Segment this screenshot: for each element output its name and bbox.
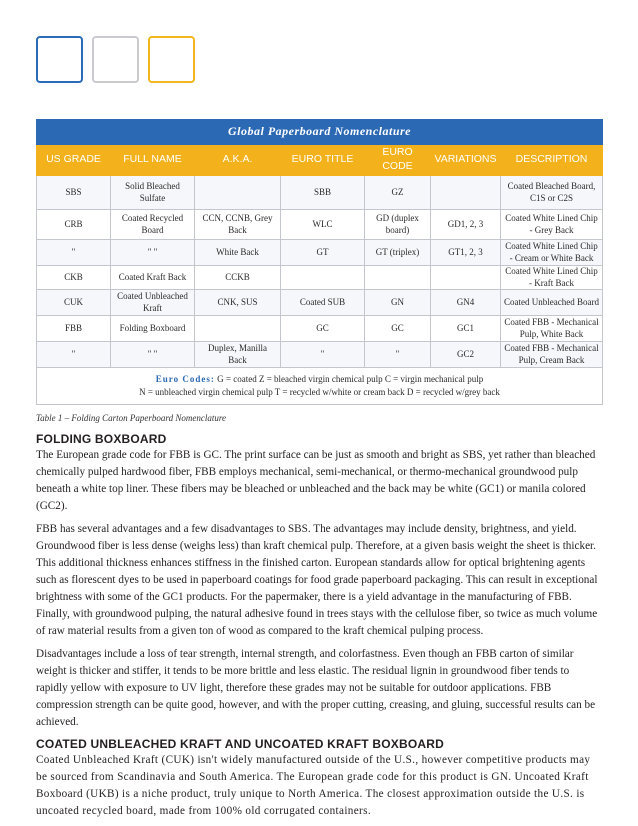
table-cell (195, 316, 281, 342)
table-cell: Coated White Lined Chip - Kraft Back (501, 266, 603, 290)
fbb-paragraph-3: Disadvantages include a loss of tear strength, internal strength, and colorfastness. Even though an FBB carton of similar weight is thicker and stiffer, it tends to be more brittle and less elastic. The residual lignin in groundwood fiber tends to rapidly yellow with exposure to UV light, therefore these grades may not be suitable for outdoor applications. FBB compression strength can be quite good, however, and with the proper cutting, creasing, and gluing, successful results can be achieved. (36, 648, 596, 728)
cuk-paragraph-1: Coated Unbleached Kraft (CUK) isn't widely manufactured outside of the U.S., however competitive products may be sourced from Scandinavia and South America. The European grade code for this product is GN. Uncoated Kraft Boxboard (UKB) is a niche product, truly unique to North America. The closest approximation outside the U.S. is uncoated recycled board, made from 100% old corrugated containers. (36, 754, 591, 817)
table-cell: SBS (37, 176, 111, 210)
table-cell: WLC (281, 210, 365, 240)
table-cell: " (281, 342, 365, 368)
table-cell: GC (281, 316, 365, 342)
table-cell: GC1 (431, 316, 501, 342)
table-cell: CCKB (195, 266, 281, 290)
table-cell: Coated FBB - Mechanical Pulp, White Back (501, 316, 603, 342)
table-cell: Coated SUB (281, 290, 365, 316)
table-row (37, 240, 603, 266)
euro-codes-line-1: G = coated Z = bleached virgin chemical pulp C = virgin mechanical pulp (217, 373, 484, 384)
table-cell: FBB (37, 316, 111, 342)
table-cell (431, 266, 501, 290)
blue-square-icon (36, 36, 83, 83)
table-cell: " (37, 342, 111, 368)
euro-codes-label: Euro Codes: (155, 373, 215, 384)
header-us-grade: US GRADE (37, 145, 111, 176)
euro-codes-line-2: N = unbleached virgin chemical pulp T = recycled w/white or cream back D = recycled w/grey back (139, 387, 500, 398)
table-cell: CNK, SUS (195, 290, 281, 316)
gold-square-icon (148, 36, 195, 83)
table-cell: CKB (37, 266, 111, 290)
grey-square-icon (92, 36, 139, 83)
table-cell: GT1, 2, 3 (431, 240, 501, 266)
table-cell (195, 176, 281, 210)
fbb-heading: FOLDING BOXBOARD (36, 432, 167, 446)
table-cell: White Back (195, 240, 281, 266)
header-aka: A.K.A. (195, 145, 281, 176)
header-euro-code: EURO CODE (365, 145, 431, 176)
table-row (37, 266, 603, 290)
table-cell: CCN, CCNB, Grey Back (195, 210, 281, 240)
fbb-paragraph-1: The European grade code for FBB is GC. The print surface can be just as smooth and bright as SBS, yet rather than bleached chemically pulped hardwood fiber, FBB employs mechanical, semi-mechanical, or thermo-mechanical groundwood pulp beneath a white top liner. These fibers may be bleached or unbleached and the back may be white (GC1) or manila colored (GC2). (36, 449, 596, 512)
table-cell: " (365, 342, 431, 368)
table-cell: GN4 (431, 290, 501, 316)
table-cell: GT (triplex) (365, 240, 431, 266)
table-cell (281, 266, 365, 290)
table-cell: " " (111, 240, 195, 266)
nomenclature-table (36, 119, 603, 405)
fbb-paragraph-2: FBB has several advantages and a few disadvantages to SBS. The advantages may include density, brightness, and yield. Groundwood fiber is less dense (weighs less) than kraft chemical pulp. Therefore, at a given basis weight the sheet is thicker. This additional thickness enhances stiffness in the finished carton. European standards allow for optical brightening agents such as florescent dyes to be used in paperboard coatings for food grade paperboard packaging. This can result in exceptional brightness with some of the GC1 products. For the papermaker, there is a yield advantage in the manufacturing of FBB. Finally, with groundwood pulping, the natural adhesive found in trees stays with the cellulose fiber, so twice as much volume of raw material results from a given ton of wood as compared to the kraft chemical pulping process. (36, 523, 598, 637)
table-cell: GT (281, 240, 365, 266)
table-cell: GN (365, 290, 431, 316)
table-cell: " " (111, 342, 195, 368)
table-cell: Coated White Lined Chip - Grey Back (501, 210, 603, 240)
table-cell: CUK (37, 290, 111, 316)
table-cell (431, 176, 501, 210)
article-body (36, 432, 602, 826)
table-cell: Coated White Lined Chip - Cream or White Back (501, 240, 603, 266)
cuk-heading: COATED UNBLEACHED KRAFT AND UNCOATED KRAFT BOXBOARD (36, 737, 444, 751)
table-cell: Coated Unbleached Kraft (111, 290, 195, 316)
table-cell: Coated FBB - Mechanical Pulp, Cream Back (501, 342, 603, 368)
table-row (37, 290, 603, 316)
table-cell: Coated Bleached Board, C1S or C2S (501, 176, 603, 210)
table-row (37, 176, 603, 210)
table-cell: CRB (37, 210, 111, 240)
table-row (37, 210, 603, 240)
table-cell: " (37, 240, 111, 266)
table-cell: Coated Unbleached Board (501, 290, 603, 316)
table-row (37, 342, 603, 368)
table-cell (365, 266, 431, 290)
euro-codes-legend (37, 368, 603, 405)
table-cell: Folding Boxboard (111, 316, 195, 342)
table-cell: GC (365, 316, 431, 342)
table-cell: SBB (281, 176, 365, 210)
header-variations: VARIATIONS (431, 145, 501, 176)
table-cell: GD1, 2, 3 (431, 210, 501, 240)
table-row (37, 316, 603, 342)
header-full-name: FULL NAME (111, 145, 195, 176)
table-cell: GC2 (431, 342, 501, 368)
header-euro-title: EURO TITLE (281, 145, 365, 176)
table-header-row (37, 145, 603, 176)
table-title: Global Paperboard Nomenclature (37, 120, 603, 145)
table-cell: Coated Recycled Board (111, 210, 195, 240)
table-cell: Solid Bleached Sulfate (111, 176, 195, 210)
table-cell: GD (duplex board) (365, 210, 431, 240)
table-caption: Table 1 – Folding Carton Paperboard Nomenclature (36, 413, 226, 423)
table-cell: Duplex, Manilla Back (195, 342, 281, 368)
header-description: DESCRIPTION (501, 145, 603, 176)
table-cell: GZ (365, 176, 431, 210)
table-cell: Coated Kraft Back (111, 266, 195, 290)
